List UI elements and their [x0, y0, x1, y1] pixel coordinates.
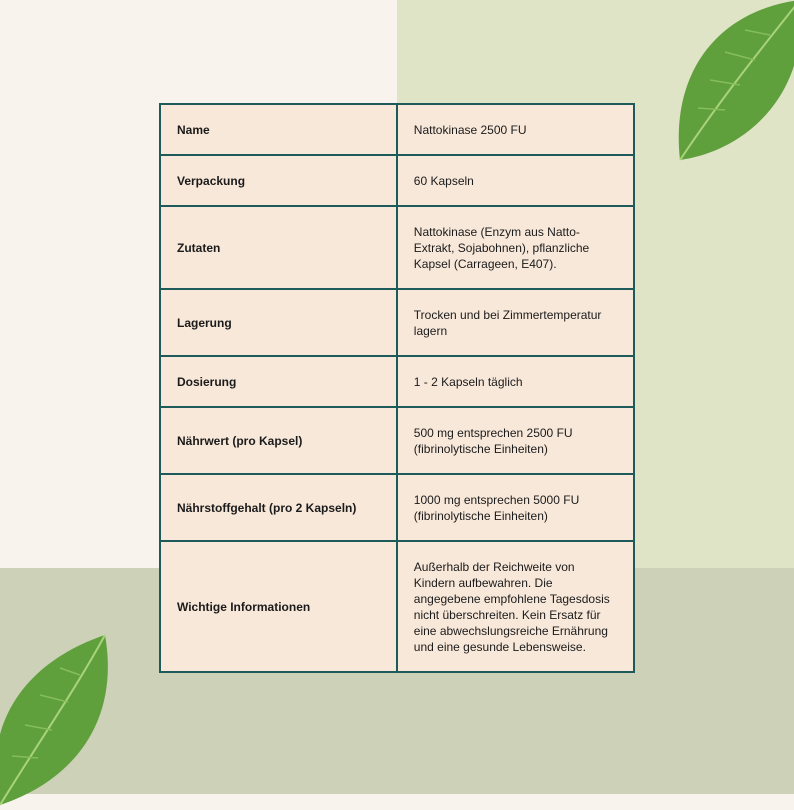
- row-key: Nährwert (pro Kapsel): [160, 407, 397, 474]
- table-row: [160, 474, 634, 541]
- table-row: [160, 206, 634, 289]
- row-key: Zutaten: [160, 206, 397, 289]
- row-value: Nattokinase (Enzym aus Natto-Extrakt, Sojabohnen), pflanzliche Kapsel (Carrageen, E407).: [397, 206, 634, 289]
- row-key: Lagerung: [160, 289, 397, 356]
- table-row: [160, 541, 634, 672]
- table-row: [160, 407, 634, 474]
- row-key: Verpackung: [160, 155, 397, 206]
- row-value: 1000 mg entsprechen 5000 FU (fibrinolytische Einheiten): [397, 474, 634, 541]
- row-value: 60 Kapseln: [397, 155, 634, 206]
- row-key: Nährstoffgehalt (pro 2 Kapseln): [160, 474, 397, 541]
- row-key: Wichtige Informationen: [160, 541, 397, 672]
- row-value: Außerhalb der Reichweite von Kindern aufbewahren. Die angegebene empfohlene Tagesdosis nicht überschreiten. Kein Ersatz für eine abwechslungsreiche Ernährung und eine gesunde Lebensweise.: [397, 541, 634, 672]
- table-row: [160, 356, 634, 407]
- product-info-table: [159, 103, 635, 673]
- row-value: Nattokinase 2500 FU: [397, 104, 634, 155]
- leaf-icon: [0, 620, 130, 810]
- row-value: Trocken und bei Zimmertemperatur lagern: [397, 289, 634, 356]
- row-value: 500 mg entsprechen 2500 FU (fibrinolytische Einheiten): [397, 407, 634, 474]
- leaf-icon: [660, 0, 794, 180]
- table-row: [160, 155, 634, 206]
- table-row: [160, 289, 634, 356]
- row-value: 1 - 2 Kapseln täglich: [397, 356, 634, 407]
- table-row: [160, 104, 634, 155]
- row-key: Dosierung: [160, 356, 397, 407]
- row-key: Name: [160, 104, 397, 155]
